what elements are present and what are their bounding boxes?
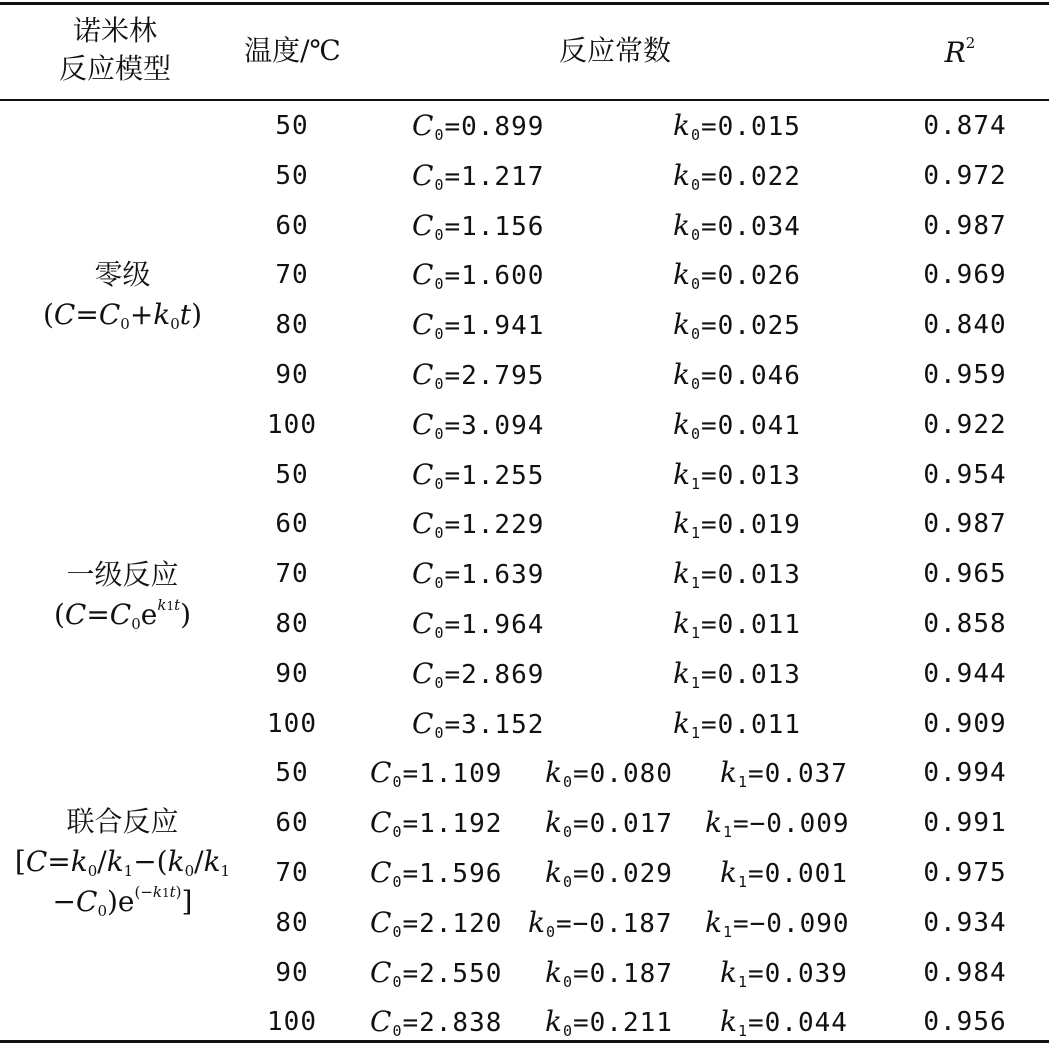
cell-c0: $C_0=1.941$ <box>412 308 545 343</box>
cell-r-squared: 0.954 <box>923 460 1007 490</box>
cell-k0: $k_0=-0.187$ <box>528 906 673 941</box>
cell-temperature: 80 <box>275 609 309 639</box>
cell-c0: $C_0=2.869$ <box>412 657 545 692</box>
cell-r-squared: 0.975 <box>923 858 1007 888</box>
cell-k0: $k_0=0.025$ <box>673 308 801 343</box>
cell-c0: $C_0=2.120$ <box>370 906 503 941</box>
cell-temperature: 70 <box>275 260 309 290</box>
cell-temperature: 100 <box>267 709 317 739</box>
cell-k1: $k_1=0.013$ <box>673 657 801 692</box>
cell-r-squared: 0.972 <box>923 161 1007 191</box>
cell-c0: $C_0=3.152$ <box>412 707 545 742</box>
cell-k1: $k_1=0.039$ <box>720 956 848 991</box>
model-zero-order <box>0 255 245 335</box>
cell-c0: $C_0=1.600$ <box>412 258 545 293</box>
cell-k1: $k_1=0.011$ <box>673 707 801 742</box>
header-r-squared: $R^2$ <box>944 34 976 69</box>
cell-temperature: 80 <box>275 908 309 938</box>
cell-temperature: 100 <box>267 410 317 440</box>
cell-r-squared: 0.909 <box>923 709 1007 739</box>
cell-c0: $C_0=2.795$ <box>412 358 545 393</box>
cell-r-squared: 0.984 <box>923 958 1007 988</box>
cell-temperature: 60 <box>275 808 309 838</box>
cell-temperature: 70 <box>275 858 309 888</box>
cell-r-squared: 0.858 <box>923 609 1007 639</box>
cell-r-squared: 0.956 <box>923 1007 1007 1037</box>
cell-c0: $C_0=2.550$ <box>370 956 503 991</box>
cell-temperature: 60 <box>275 509 309 539</box>
model-formula-cont: $-C_0)e^{(-k1t)}$] <box>52 883 193 920</box>
cell-temperature: 90 <box>275 659 309 689</box>
cell-temperature: 50 <box>275 161 309 191</box>
cell-c0: $C_0=0.899$ <box>412 109 545 144</box>
cell-r-squared: 0.922 <box>923 410 1007 440</box>
cell-k1: $k_1=0.013$ <box>673 458 801 493</box>
header-reaction-constants: 反应常数 <box>558 34 671 67</box>
cell-r-squared: 0.959 <box>923 360 1007 390</box>
cell-temperature: 90 <box>275 360 309 390</box>
cell-temperature: 50 <box>275 460 309 490</box>
cell-r-squared: 0.934 <box>923 908 1007 938</box>
cell-temperature: 80 <box>275 310 309 340</box>
cell-c0: $C_0=1.964$ <box>412 607 545 642</box>
header-temperature: 温度/℃ <box>244 34 341 67</box>
table-header-rule <box>0 99 1049 101</box>
cell-r-squared: 0.994 <box>923 758 1007 788</box>
cell-r-squared: 0.969 <box>923 260 1007 290</box>
cell-r-squared: 0.987 <box>923 211 1007 241</box>
cell-k0: $k_0=0.041$ <box>673 408 801 443</box>
cell-temperature: 50 <box>275 758 309 788</box>
model-name: 联合反应 <box>66 805 179 838</box>
cell-k0: $k_0=0.026$ <box>673 258 801 293</box>
cell-r-squared: 0.991 <box>923 808 1007 838</box>
cell-k0: $k_0=0.017$ <box>545 806 673 841</box>
cell-temperature: 90 <box>275 958 309 988</box>
table-bottom-rule <box>0 1040 1049 1043</box>
cell-r-squared: 0.987 <box>923 509 1007 539</box>
cell-k0: $k_0=0.015$ <box>673 109 801 144</box>
cell-k1: $k_1=0.044$ <box>720 1005 848 1040</box>
model-formula: [$C=k_0/k_1-(k_0/k_1$ <box>14 845 231 880</box>
cell-k0: $k_0=0.029$ <box>545 856 673 891</box>
cell-c0: $C_0=1.639$ <box>412 557 545 592</box>
cell-c0: $C_0=1.229$ <box>412 507 545 542</box>
cell-c0: $C_0=1.255$ <box>412 458 545 493</box>
header-model: 诺米林 反应模型 <box>58 14 171 85</box>
cell-r-squared: 0.965 <box>923 559 1007 589</box>
cell-k1: $k_1=0.019$ <box>673 507 801 542</box>
cell-c0: $C_0=1.109$ <box>370 756 503 791</box>
cell-k1: $k_1=0.011$ <box>673 607 801 642</box>
cell-temperature: 50 <box>275 111 309 141</box>
cell-temperature: 100 <box>267 1007 317 1037</box>
cell-k1: $k_1=0.037$ <box>720 756 848 791</box>
cell-temperature: 60 <box>275 211 309 241</box>
model-formula: $(C=C_0e^{k1t})$ <box>53 596 192 633</box>
cell-k1: $k_1=-0.009$ <box>705 806 850 841</box>
table-top-rule <box>0 2 1049 5</box>
cell-k0: $k_0=0.046$ <box>673 358 801 393</box>
cell-k1: $k_1=0.013$ <box>673 557 801 592</box>
cell-k0: $k_0=0.034$ <box>673 209 801 244</box>
cell-k1: $k_1=-0.090$ <box>705 906 850 941</box>
cell-temperature: 70 <box>275 559 309 589</box>
model-name: 一级反应 <box>66 558 179 591</box>
cell-r-squared: 0.840 <box>923 310 1007 340</box>
model-name: 零级 <box>94 258 151 291</box>
cell-c0: $C_0=3.094$ <box>412 408 545 443</box>
cell-c0: $C_0=1.156$ <box>412 209 545 244</box>
cell-k0: $k_0=0.080$ <box>545 756 673 791</box>
model-combined <box>0 802 245 922</box>
cell-k1: $k_1=0.001$ <box>720 856 848 891</box>
cell-k0: $k_0=0.022$ <box>673 159 801 194</box>
cell-c0: $C_0=1.217$ <box>412 159 545 194</box>
cell-r-squared: 0.944 <box>923 659 1007 689</box>
cell-k0: $k_0=0.211$ <box>545 1005 673 1040</box>
cell-c0: $C_0=2.838$ <box>370 1005 503 1040</box>
model-first-order <box>0 555 245 635</box>
cell-k0: $k_0=0.187$ <box>545 956 673 991</box>
model-formula: $(C=C_0+k_0t)$ <box>42 298 202 333</box>
cell-c0: $C_0=1.192$ <box>370 806 503 841</box>
cell-r-squared: 0.874 <box>923 111 1007 141</box>
cell-c0: $C_0=1.596$ <box>370 856 503 891</box>
